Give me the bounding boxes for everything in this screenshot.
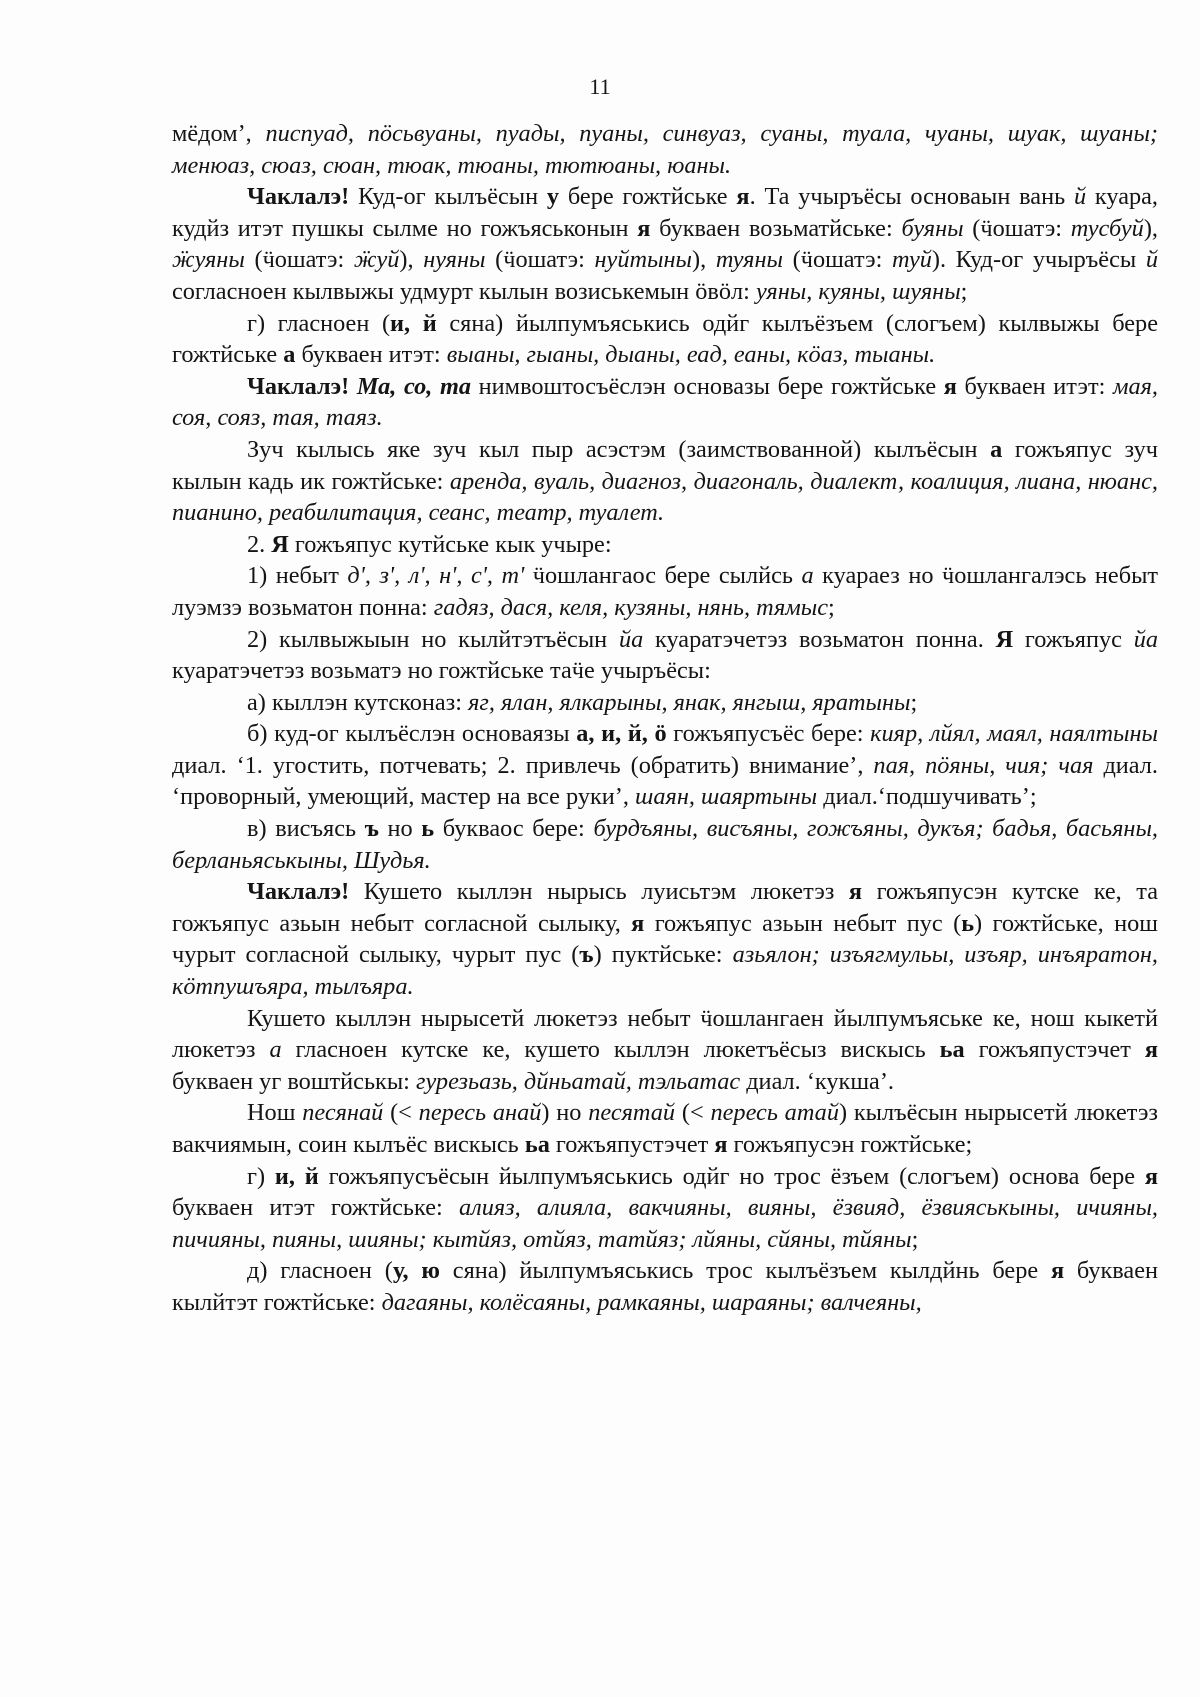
text-run: Кушето кыллэн нырысь луисьтэм люкетэз xyxy=(349,878,849,906)
paragraph xyxy=(172,118,1165,181)
text-run: куараез но ӵошлангалэсь небыт луэмзэ возьматон понна: xyxy=(172,562,1165,621)
text-run: а xyxy=(269,1036,282,1064)
text-run: а) кыллэн кутсконаз: xyxy=(247,688,469,716)
text-run: й xyxy=(1145,246,1158,274)
text-run: куаратэчетэз возьматэ но гожтйське таӵе учыръёсы: xyxy=(172,625,1165,685)
text-run: у xyxy=(546,183,560,211)
text-run: ӵошлангаос бере сылйсь xyxy=(524,562,802,590)
text-run: гадяз, дася, келя, кузяны, нянь, тямыс xyxy=(433,593,828,621)
text-run: букваос бере: xyxy=(434,815,594,843)
text-run: (< xyxy=(383,1099,419,1127)
text-run: Я xyxy=(995,625,1014,653)
text-run: нуйтыны xyxy=(594,246,692,274)
text-run: ; xyxy=(910,688,918,716)
text-run: выаны, гыаны, дыаны, еад, еаны, кöаз, тыаны. xyxy=(446,341,936,369)
text-run: пересь анай xyxy=(418,1099,542,1127)
text-run: песятай xyxy=(588,1099,676,1127)
paragraph xyxy=(172,529,1158,561)
text-run: Чаклалэ! xyxy=(247,878,350,906)
paragraph xyxy=(172,181,1165,307)
text-run: гожъяпус зуч кылын кадь ик гожтйське: xyxy=(172,435,1165,495)
text-run: тусбуй xyxy=(1070,214,1144,242)
text-run: 1) небыт xyxy=(247,562,348,590)
text-run: (ӵошатэ: xyxy=(485,246,595,274)
paragraph xyxy=(172,718,1165,813)
text-run: пая, пöяны, чия; чая xyxy=(873,751,1094,779)
paragraph xyxy=(172,687,1158,719)
text-run: ; xyxy=(827,593,835,621)
text-run: ьа xyxy=(524,1131,550,1158)
text-run: но xyxy=(378,815,422,843)
text-run: Куд-ог кылъёсын xyxy=(349,183,547,211)
text-run: пересь атай xyxy=(710,1099,839,1127)
text-run: я xyxy=(714,1131,728,1158)
text-run: гожъяпусъёсын йылпумъяськись одйг но трос ёзъем (слогъем) основа бере xyxy=(318,1162,1145,1190)
text-run: (ӵошатэ: xyxy=(782,246,892,274)
text-run: писпуад, пöсьвуаны, пуады, пуаны, синвуаз, суаны, туала, чуаны, шуак, шуаны; менюаз, сюаз, сюан, тюак, тюаны, тютюаны, юаны. xyxy=(172,120,1165,179)
text-run: Чаклалэ! xyxy=(247,183,350,211)
text-run: д', з', л', н', с', т' xyxy=(347,562,525,590)
text-run: Я xyxy=(271,530,289,558)
text-run: Кушето кыллэн нырысетй люкетэз небыт ӵошлангаен йылпумъяське ке, нош кыкетй люкетэз xyxy=(172,1004,1165,1064)
text-run: ь xyxy=(961,909,975,937)
body-text xyxy=(172,118,1165,1319)
text-run: ӝуяны xyxy=(172,246,245,274)
text-run: букваен итэт: xyxy=(295,341,447,369)
text-run: диал. ‘проворный, умеющий, мастер на все руки’, xyxy=(172,751,1165,811)
text-run: куаратэчетэз возьматон понна. xyxy=(643,625,996,653)
text-run: ), xyxy=(1143,214,1165,242)
text-run: букваен итэт: xyxy=(956,372,1113,400)
text-run: йа xyxy=(618,625,644,653)
text-run: и, й xyxy=(390,309,437,337)
text-run: гожъяпусэн кутске ке, та гожъяпус азьын небыт согласной сылыку, xyxy=(172,878,1165,937)
text-run: нимвоштосъёслэн основазы бере гожтйське xyxy=(471,372,944,400)
text-run: г) гласноен ( xyxy=(247,309,391,337)
text-run: ) но xyxy=(541,1099,589,1127)
text-run: ь xyxy=(421,815,435,843)
text-run: ) пуктйське: xyxy=(593,941,733,969)
text-run: я xyxy=(1144,1162,1158,1190)
text-run: у, ю xyxy=(392,1257,440,1285)
text-run: гожъяпус азьын небыт пус ( xyxy=(644,909,962,937)
paragraph xyxy=(172,371,1165,434)
text-run: куара, кудйз итэт пушкы сылме но гожъяськонын xyxy=(172,183,1165,242)
text-run: гожъяпусэн гожтйське; xyxy=(727,1131,973,1158)
paragraph xyxy=(172,624,1165,687)
text-run: гласноен кутске ке, кушето кыллэн люкетъёсыз вискысь xyxy=(281,1036,940,1064)
text-run: ӝуй xyxy=(353,246,400,274)
text-run: и, й xyxy=(274,1162,319,1190)
page-number: 11 xyxy=(589,74,611,99)
text-run: а, и, й, ö xyxy=(576,720,667,748)
paragraph xyxy=(172,1097,1165,1160)
text-run: гожъяпусъёс бере: xyxy=(666,720,871,748)
text-run: б) куд-ог кылъёслэн основаязы xyxy=(247,720,577,748)
text-run: песянай xyxy=(302,1099,384,1127)
text-run: д) гласноен ( xyxy=(247,1257,393,1285)
text-run: а xyxy=(283,341,296,369)
text-run: туяны xyxy=(715,246,783,274)
text-run: ), xyxy=(399,246,424,274)
text-run: яг, ялан, ялкарыны, янак, янгыш, яратыны xyxy=(468,688,911,716)
text-run: уяны, куяны, шуяны xyxy=(755,277,961,305)
text-run: й xyxy=(1073,183,1087,211)
text-run: ; xyxy=(911,1225,919,1253)
text-run: согласноен кылвыжы удмурт кылын возиськемын öвöл: xyxy=(172,246,1165,305)
text-run: ъ xyxy=(579,941,594,969)
text-run: ьа xyxy=(939,1036,965,1064)
text-run: ; xyxy=(960,277,968,305)
text-run: г) xyxy=(247,1162,275,1190)
text-run: сяна) йылпумъяськись трос кылъёзъем кылдйнь бере xyxy=(439,1257,1051,1285)
text-run: Чаклалэ! xyxy=(247,372,350,400)
paragraph xyxy=(172,876,1165,1002)
text-run: букваен уг воштйськы: xyxy=(172,1036,1165,1095)
text-run: ), xyxy=(692,246,716,274)
paragraph xyxy=(172,560,1165,623)
paragraph xyxy=(172,1255,1165,1318)
text-run: буяны xyxy=(901,214,964,242)
text-run: Зуч кылысь яке зуч кыл пыр асэстэм (заимствованной) кылъёсын xyxy=(247,435,991,463)
text-run: диал. ‘1. угостить, потчевать; 2. привлечь (обратить) внимание’, xyxy=(172,720,1165,779)
text-run: (< xyxy=(675,1099,711,1127)
text-run: (ӵошатэ: xyxy=(244,246,354,274)
text-run: дагаяны, колёсаяны, рамкаяны, шараяны; валчеяны, xyxy=(381,1288,922,1316)
text-run: я xyxy=(943,372,957,400)
text-run: бере гожтйське xyxy=(559,183,737,211)
text-run: ) кылъёсын нырысетй люкетэз вакчиямын, соин кылъёс вискысь xyxy=(172,1099,1165,1158)
text-run: я xyxy=(1050,1257,1065,1285)
text-run xyxy=(349,373,357,400)
text-run: гожъяпустэчет xyxy=(549,1131,715,1158)
text-run: ). Куд-ог учыръёсы xyxy=(931,246,1146,274)
text-run: . Та учыръёсы основаын вань xyxy=(749,183,1074,211)
paragraph xyxy=(172,434,1165,529)
text-run: Ма, со, та xyxy=(356,372,472,400)
paragraph xyxy=(172,1003,1165,1098)
text-run: я xyxy=(1144,1036,1158,1064)
text-run: 2) кылвыжыын но кылйтэтъёсын xyxy=(247,625,619,653)
text-run: кияр, лйял, маял, наялтыны xyxy=(870,720,1158,748)
text-run: я xyxy=(736,183,750,211)
text-run: гожъяпус xyxy=(1013,625,1134,653)
text-run: я xyxy=(637,214,651,242)
text-run: алияз, алияла, вакчияны, вияны, ёзвияд, ёзвияськыны, ичияны, пичияны, пияны, шияны; кытйяз, отйяз, татйяз; лйяны, сйяны, тйяны xyxy=(172,1194,1165,1253)
text-run: букваен итэт гожтйське: xyxy=(172,1162,1165,1222)
text-run: я xyxy=(848,878,863,906)
text-run: в) висъясь xyxy=(247,815,365,843)
text-run: я xyxy=(631,909,645,937)
text-run: бурдъяны, висъяны, гожъяны, дукъя; бадья, басьяны, берланьяськыны, Шудья. xyxy=(172,815,1165,874)
text-run: йа xyxy=(1133,625,1158,653)
text-run: сяна) йылпумъяськись одйг кылъёзъем (слогъем) кылвыжы бере гожтйське xyxy=(172,309,1165,369)
text-run: гожъяпус кутйське кык учыре: xyxy=(288,530,612,558)
text-run: азьялон; изъягмульы, изъяр, инъяратон, кöтпушъяра, тылъяра. xyxy=(172,941,1165,1001)
text-run: букваен кылйтэт гожтйське: xyxy=(172,1257,1165,1316)
text-run: аренда, вуаль, диагноз, диагональ, диалект, коалиция, лиана, нюанс, пианино, реабилитация, сеанс, театр, туалет. xyxy=(172,467,1165,527)
paragraph xyxy=(172,308,1165,371)
text-run: Нош xyxy=(247,1099,303,1127)
text-run: а xyxy=(801,562,814,590)
text-run: ъ xyxy=(364,815,379,843)
text-run: мёдом’, xyxy=(172,120,266,147)
text-run: а xyxy=(990,435,1003,463)
text-run: гожъяпустэчет xyxy=(964,1036,1145,1064)
text-run: диал.‘подшучивать’; xyxy=(817,783,1037,811)
text-run: мая, соя, сояз, тая, таяз. xyxy=(172,372,1165,432)
text-run: 2. xyxy=(247,530,272,558)
text-run: диал. ‘кукша’. xyxy=(740,1067,894,1095)
text-run: шаян, шаяртыны xyxy=(635,783,818,811)
text-run: ) гожтйське, нош чурыт согласной сылыку, чурыт пус ( xyxy=(172,909,1165,969)
text-run: (ӵошатэ: xyxy=(963,214,1071,242)
text-run: гурезьазь, дйньатай, тэльатас xyxy=(415,1067,741,1095)
text-run: туй xyxy=(892,246,932,274)
paragraph xyxy=(172,1161,1165,1256)
text-run: нуяны xyxy=(423,246,486,274)
paragraph xyxy=(172,813,1165,876)
text-run: букваен возьматйське: xyxy=(650,214,902,242)
